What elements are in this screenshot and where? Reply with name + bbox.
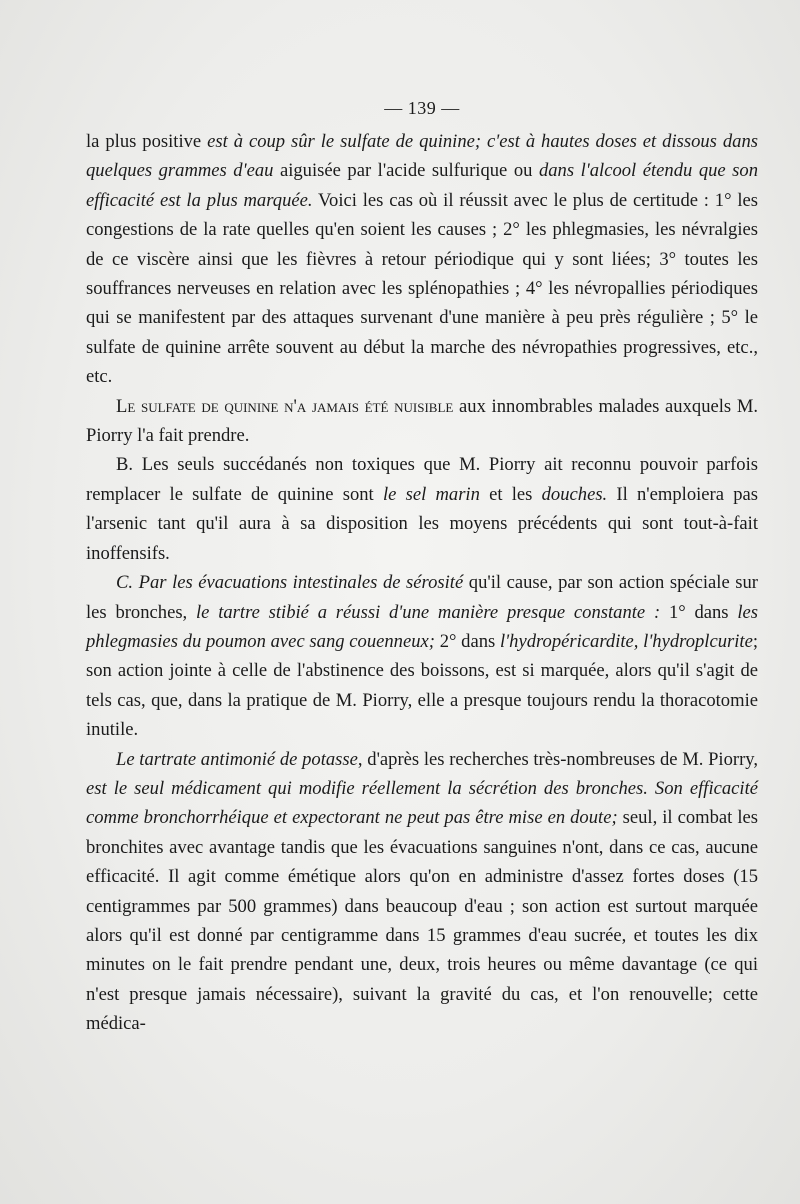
italic-span: le sel marin bbox=[382, 483, 480, 505]
italic-span: Le tartrate antimonié de potasse bbox=[116, 748, 358, 770]
text-span: Voici les cas où il réussit avec le plus de certitude : 1° les congestions de la rate quelles qu'en soient les causes ; 2° les phlegmasies, les névralgies de ce viscère ainsi que les fièvres à retour périodique qui y sont liées; 3° toutes les souffrances nerveuses en relation avec les splénopathies ; 4° les névropallies périodiques qui se manifestent par des attaques survenant d'une manière à peu près régulière ; 5° le sulfate de quinine arrête souvent au début la marche des névropathies progressives, etc., etc. bbox=[86, 189, 758, 388]
page-number: — 139 — bbox=[384, 98, 460, 118]
paragraph-c-tartre-stibie bbox=[86, 568, 758, 744]
italic-span: C. Par les évacuations intestinales de sérosité bbox=[116, 572, 464, 594]
text-span: Il n'emploiera pas l'arsenic tant qu'il aura à sa disposition les moyens précédents qui sont tout-à-fait inoffensifs. bbox=[86, 483, 758, 564]
paragraph-quinine-safety bbox=[86, 392, 758, 451]
text-span: aux innombrables malades auxquels M. Piorry l'a fait prendre. bbox=[86, 395, 759, 447]
paragraph-quinine bbox=[86, 127, 758, 392]
italic-span: est le seul médicament qui modifie réellement la sécrétion des bronches. Son efficacité comme bronchorrhéique et expectorant ne peut pas être mise en doute; bbox=[86, 777, 758, 829]
paragraph-tartrate-antimonie bbox=[86, 745, 758, 1039]
text-span: , d'après les recherches très-nombreuses de M. Piorry, bbox=[357, 748, 759, 770]
italic-span: est à coup sûr le sulfate de quinine; c'est à hautes doses et dissous dans quelques grammes d'eau bbox=[86, 131, 758, 182]
small-caps-span: Le sulfate de quinine n'a jamais été nuisible bbox=[116, 395, 454, 417]
italic-span: douches. bbox=[541, 483, 608, 505]
text-span: 2° dans bbox=[434, 630, 501, 652]
text-span: 1° dans bbox=[660, 601, 738, 623]
paragraph-b-substitutes bbox=[86, 450, 758, 568]
italic-span: l'hydropéricardite, l'hydroplcurite bbox=[500, 630, 753, 652]
text-span: seul, il combat les bronchites avec avantage tandis que les évacuations sanguines n'ont, dans ce cas, aucune efficacité. Il agit comme émétique alors qu'on en administre d'assez fortes doses (15 centigrammes par 500 grammes) dans beaucoup d'eau ; son action est surtout marquée alors qu'il est donné par centigramme dans 15 grammes d'eau sucrée, et toutes les dix minutes on le fait prendre pendant une, deux, trois heures ou même davantage (ce qui n'est presque jamais nécessaire), suivant la gravité du cas, et l'on renouvelle; cette médica- bbox=[86, 807, 758, 1035]
text-span: B. Les seuls succédanés non toxiques que M. Piorry ait reconnu pouvoir parfois remplacer le sulfate de quinine sont bbox=[86, 454, 758, 505]
italic-span: le tartre stibié a réussi d'une manière presque constante : bbox=[196, 601, 661, 623]
italic-span: dans l'alcool étendu que son efficacité est la plus marquée. bbox=[86, 160, 759, 211]
text-span: et les bbox=[479, 483, 542, 505]
text-span: ; son action jointe à celle de l'abstinence des boissons, est si marquée, alors qu'il s'agit de tels cas, que, dans la pratique de M. Piorry, elle a presque toujours rendu la thoracotomie inutile. bbox=[86, 630, 758, 741]
text-span: qu'il cause, par son action spéciale sur les bronches, bbox=[86, 572, 759, 623]
text-span: la plus positive bbox=[86, 131, 208, 152]
text-span: aiguisée par l'acide sulfurique ou bbox=[273, 160, 539, 182]
italic-span: les phlegmasies du poumon avec sang couenneux; bbox=[86, 601, 758, 652]
